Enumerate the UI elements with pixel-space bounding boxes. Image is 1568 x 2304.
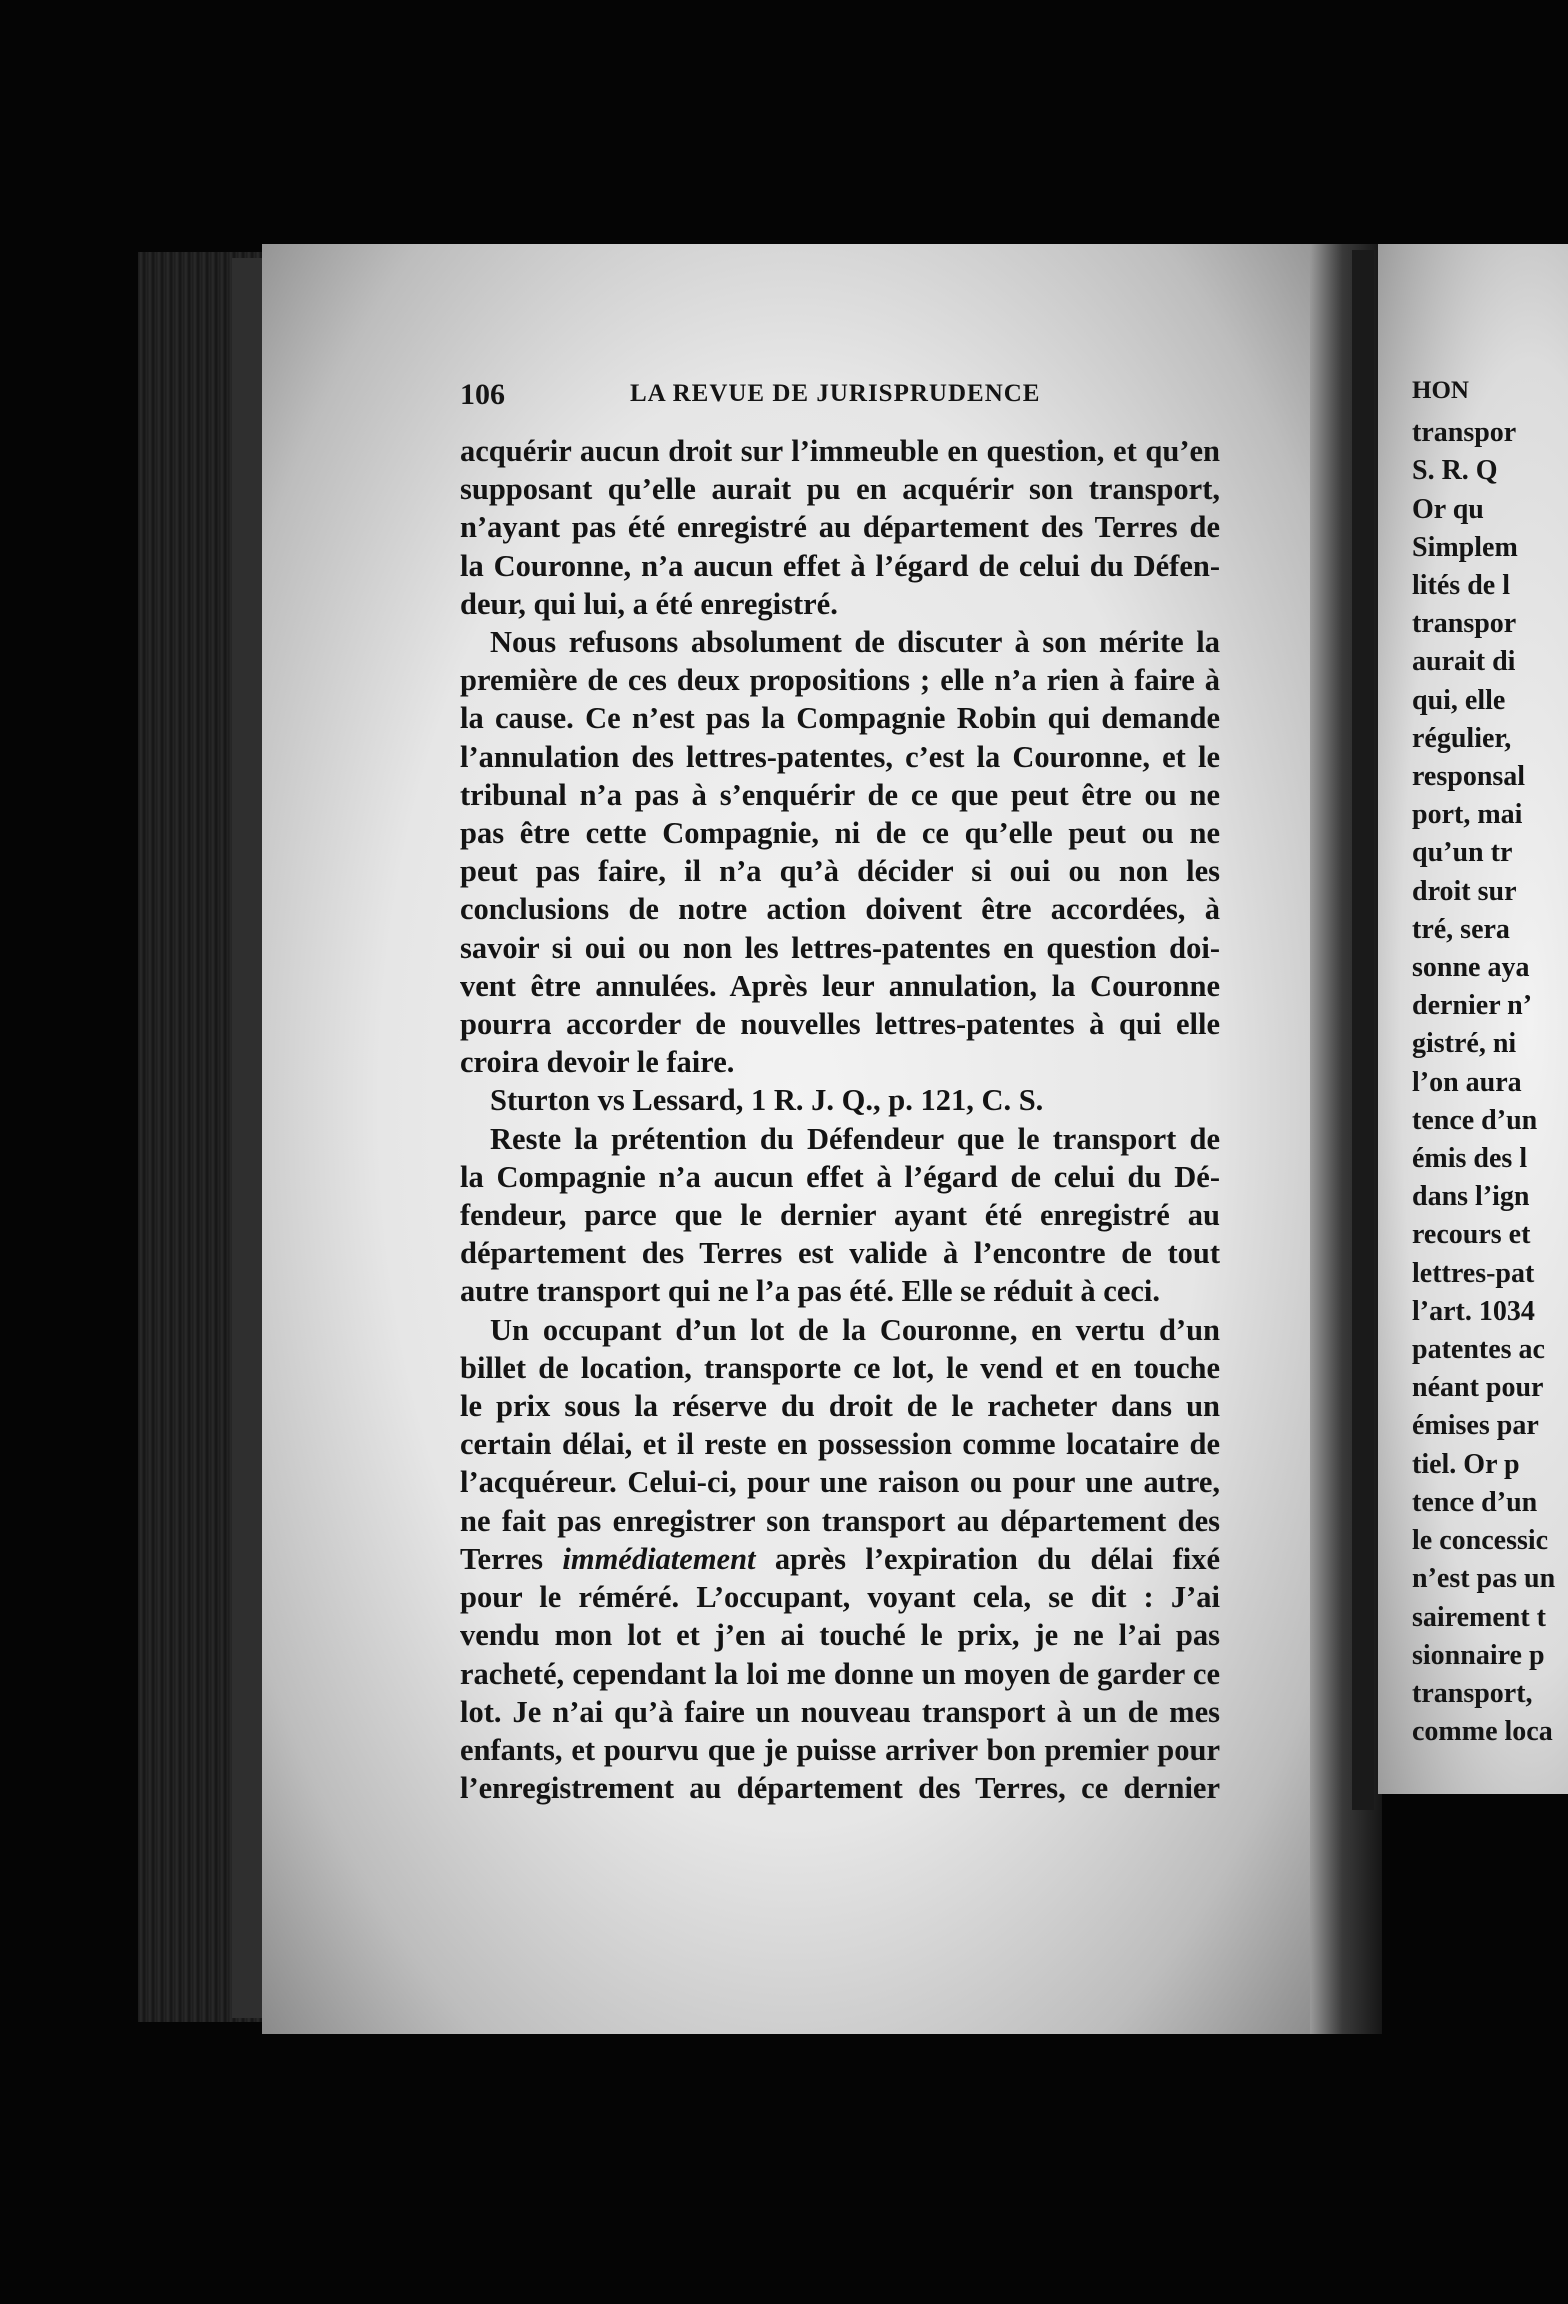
text-line: l’acquéreur. Celui-ci, pour une raison ou pour une autre, [460,1465,1220,1500]
right-page-line: sionnaire p [1412,1639,1545,1671]
text-line: la cause. Ce n’est pas la Compagnie Robin qui demande [460,701,1220,736]
right-page-line: qu’un tr [1412,837,1513,869]
text-line: la Couronne, n’a aucun effet à l’égard de celui du Défen- [460,548,1220,583]
text-line: la Compagnie n’a aucun effet à l’égard de celui du Dé- [460,1159,1220,1194]
text-line: conclusions de notre action doivent être accordées, à [460,892,1220,927]
text-line: enfants, et pourvu que je puisse arriver bon premier pour [460,1732,1220,1767]
text-line: pas être cette Compagnie, ni de ce qu’elle peut ou ne [460,816,1220,851]
text-line: savoir si oui ou non les lettres-patentes en question doi- [460,930,1220,965]
text-line: le prix sous la réserve du droit de le racheter dans un [460,1389,1220,1424]
text-line: Nous refusons absolument de discuter à son mérite la [490,625,1220,660]
right-page-line: l’art. 1034 [1412,1295,1535,1327]
right-page-line: transpor [1412,417,1517,449]
text-line: acquérir aucun droit sur l’immeuble en question, et qu’en [460,434,1220,468]
right-page-line: sairement t [1412,1601,1546,1633]
right-page-line: lettres-pat [1412,1257,1535,1289]
text-line: première de ces deux propositions ; elle n’a rien à faire à [460,663,1220,698]
right-page-line: néant pour [1412,1372,1544,1404]
right-page-line: tiel. Or p [1412,1448,1520,1480]
right-page-line: recours et [1412,1219,1531,1251]
text-line: deur, qui lui, a été enregistré. [460,586,838,621]
right-page-line: émises par [1412,1410,1539,1442]
text-line: certain délai, et il reste en possession comme locataire de [460,1427,1220,1462]
right-page-line: tence d’un [1412,1486,1538,1518]
text-line: l’enregistrement au département des Terres, ce dernier [460,1771,1220,1806]
right-page-line: transpor [1412,608,1517,640]
text-line [460,1540,1220,1578]
right-page-line: aurait di [1412,646,1516,678]
text-line: Reste la prétention du Défendeur que le transport de [490,1121,1220,1156]
page-header [460,372,1195,422]
right-page-line: tence d’un [1412,1104,1538,1136]
right-page-line: droit sur [1412,875,1517,907]
text-line: pour le réméré. L’occupant, voyant cela, se dit : J’ai [460,1580,1220,1615]
text-line: pourra accorder de nouvelles lettres-patentes à qui elle [460,1007,1220,1042]
text-line: croira devoir le faire. [460,1045,735,1080]
right-page-line: le concessic [1412,1525,1549,1557]
page-number: 106 [460,378,505,411]
text-line: peut pas faire, il n’a qu’à décider si oui ou non les [460,854,1220,889]
text-line: vendu mon lot et j’en ai touché le prix, je ne l’ai pas [460,1618,1220,1653]
book-edge-shadow [232,258,266,2018]
right-page-line: patentes ac [1412,1334,1545,1366]
right-page-line: émis des l [1412,1143,1528,1175]
right-page-line: responsal [1412,761,1526,793]
text-line: lot. Je n’ai qu’à faire un nouveau transport à un de mes [460,1694,1220,1729]
text-line: supposant qu’elle aurait pu en acquérir son transport, [460,472,1220,507]
right-page-line: n’est pas un [1412,1563,1556,1595]
right-page-line: l’on aura [1412,1066,1522,1098]
right-page-line: Simplem [1412,531,1518,563]
right-page-line: régulier, [1412,722,1512,754]
text-line: racheté, cependant la loi me donne un moyen de garder ce [460,1656,1220,1691]
right-page-line: tré, sera [1412,913,1510,945]
right-page-line: qui, elle [1412,684,1506,716]
text-line: autre transport qui ne l’a pas été. Elle se réduit à ceci. [460,1274,1160,1309]
right-page-line: comme loca [1412,1716,1553,1748]
text-line: fendeur, parce que le dernier ayant été enregistré au [460,1198,1220,1233]
right-page-line: port, mai [1412,799,1523,831]
right-page-line: Or qu [1412,493,1484,525]
text-line: département des Terres est valide à l’encontre de tout [460,1236,1220,1271]
text-segment: après l’expiration du délai fixé [755,1541,1220,1576]
right-page-header: HON [1412,377,1469,404]
right-page-line: dernier n’ [1412,990,1533,1022]
right-page-line: sonne aya [1412,952,1530,984]
right-page-line: lités de l [1412,570,1510,602]
right-page-text [1412,372,1568,1751]
text-line: tribunal n’a pas à s’enquérir de ce que peut être ou ne [460,777,1220,812]
text-line: billet de location, transporte ce lot, le vend et en touche [460,1350,1220,1385]
text-line: Un occupant d’un lot de la Couronne, en vertu d’un [490,1312,1220,1347]
right-page-line: dans l’ign [1412,1181,1530,1213]
right-page-line: gistré, ni [1412,1028,1517,1060]
right-page-line: S. R. Q [1412,455,1498,487]
italic-emphasis: immédiatement [562,1541,756,1576]
text-line: l’annulation des lettres-patentes, c’est la Couronne, et le [460,739,1220,774]
text-segment: Terres [460,1541,563,1576]
running-title: LA REVUE DE JURISPRUDENCE [630,380,1041,407]
right-page-line: transport, [1412,1677,1533,1709]
book-binding [1352,250,1374,1810]
text-line: vent être annulées. Après leur annulation, la Couronne [460,968,1220,1003]
text-line: ne fait pas enregistrer son transport au département des [460,1503,1220,1538]
text-line: Sturton vs Lessard, 1 R. J. Q., p. 121, C. S. [490,1083,1044,1118]
body-text [460,432,1220,1807]
text-line: n’ayant pas été enregistré au département des Terres de [460,510,1220,545]
